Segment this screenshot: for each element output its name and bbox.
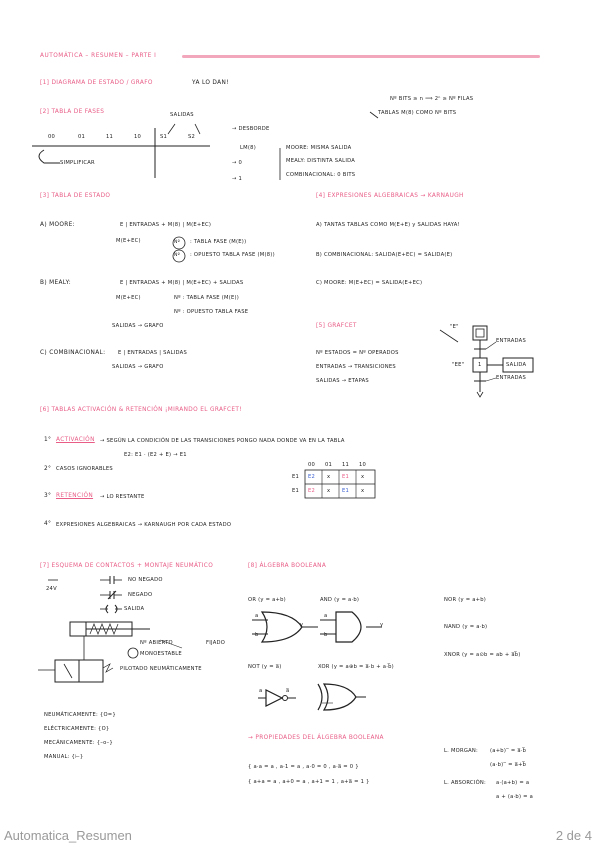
not-a-bar-letter: a̅	[286, 688, 290, 694]
salidas-tick-1	[168, 124, 175, 134]
s1-note: YA LO DAN!	[192, 80, 229, 86]
karnaugh-col-1: 01	[325, 462, 333, 468]
phase-row-1: → 0	[232, 160, 243, 166]
desborde-label: → DESBORDE	[232, 126, 270, 132]
karnaugh-cell: E2	[308, 474, 316, 480]
supply-voltage: 24V	[46, 586, 57, 592]
grafcet-initial-inner	[476, 329, 484, 337]
fixed-label: FIJADO	[206, 640, 226, 646]
karnaugh-col-2: 11	[342, 462, 350, 468]
footer-page-count: 2 de 4	[555, 828, 592, 843]
s5-title: [5] GRAFCET	[316, 323, 357, 329]
s5-line2: ENTRADAS → TRANSICIONES	[316, 364, 396, 370]
salidas-tick-2	[195, 124, 200, 134]
entradas-bottom-pointer	[486, 378, 496, 381]
type-comb: COMBINACIONAL: 0 BITS	[286, 172, 356, 178]
or-label: OR (y = a+b)	[248, 597, 286, 603]
moore-circle-label-1: Nº	[174, 240, 180, 245]
s6-item4-num: 4°	[44, 521, 52, 527]
or-b-letter: b	[255, 632, 259, 638]
not-gate-shape	[266, 690, 282, 706]
type-mealy: MEALY: DISTINTA SALIDA	[286, 158, 356, 164]
moore-line2: M(E+EC)	[116, 238, 141, 244]
mealy-line1: E | ENTRADAS + M(8) | M(E+EC) + SALIDAS	[120, 280, 244, 286]
s6-item1-num: 1°	[44, 437, 52, 443]
karnaugh-col-3: 10	[359, 462, 367, 468]
s3-title: [3] TABLA DE ESTADO	[40, 193, 111, 199]
grafcet-step-label: 1	[478, 362, 482, 368]
phase-row-2: → 1	[232, 176, 243, 182]
nand-label: NAND (y = a·b)	[444, 624, 488, 630]
bits-arrow	[370, 112, 378, 118]
mode-pneumatic: NEUMÁTICAMENTE: {O=}	[44, 712, 116, 718]
phase-col-3: 10	[134, 134, 142, 140]
comb-label: C) COMBINACIONAL:	[40, 350, 106, 356]
absorcion-2: a + (a·b) = a	[496, 794, 534, 800]
moore-line3: : TABLA FASE (M(E))	[190, 239, 247, 245]
mealy-label: B) MEALY:	[40, 280, 72, 286]
phase-col-2: 11	[106, 134, 114, 140]
grafcet-action-label: SALIDA	[506, 362, 527, 368]
type-moore: MOORE: MISMA SALIDA	[286, 145, 352, 151]
phase-col-1: 01	[78, 134, 86, 140]
s4-title: [4] EXPRESIONES ALGEBRAICAS → KARNAUGH	[316, 193, 464, 199]
karnaugh-row-0-label: E1	[292, 474, 300, 480]
simplify-arrow	[39, 150, 60, 163]
contact-no-label: NO NEGADO	[128, 577, 163, 583]
entradas-top-pointer	[486, 342, 496, 349]
grafcet-e-mid: "EE"	[452, 362, 465, 368]
s6-item2-num: 2°	[44, 466, 52, 472]
moore-line4: : OPUESTO TABLA FASE (M(8))	[190, 252, 275, 258]
s4-a: A) TANTAS TABLAS COMO M(E+E) y SALIDAS HAYA!	[316, 222, 460, 228]
s5-line1: Nº ESTADOS = Nº OPERADOS	[316, 350, 399, 356]
phase-col-4: S1	[160, 134, 168, 140]
ignorables-text: CASOS IGNORABLES	[56, 466, 113, 472]
mealy-line4: Nº : OPUESTO TABLA FASE	[174, 309, 249, 315]
phase-col-5: S2	[188, 134, 196, 140]
absorcion-label: L. ABSORCIÓN:	[444, 780, 487, 786]
and-a-letter: a	[324, 613, 328, 619]
valve-label-1: Nº ABIERTO	[140, 640, 173, 646]
simplify-label: SIMPLIFICAR	[60, 160, 95, 166]
not-label: NOT (y = a̅)	[248, 664, 282, 670]
comb-line1: E | ENTRADAS | SALIDAS	[118, 350, 187, 356]
valve-box-2	[79, 660, 103, 682]
mealy-line3: Nº : TABLA FASE (M(E))	[174, 295, 240, 301]
entradas-top-label: ENTRADAS	[496, 338, 527, 344]
morgan-label: L. MORGAN:	[444, 748, 479, 754]
activacion-sub: E2: E1 · (E2 + E) → E1	[124, 452, 187, 458]
morgan-1: (a+b)‾ = a̅·b̅	[490, 748, 527, 754]
karnaugh-cell: x	[327, 488, 331, 494]
mode-manual: MANUAL: {⊢}	[44, 754, 84, 760]
valve-arrow	[64, 664, 72, 678]
footer-filename: Automatica_Resumen	[4, 828, 132, 843]
moore-label: A) MOORE:	[40, 222, 75, 228]
coil-label: SALIDA	[124, 606, 145, 612]
grafcet-e-top: "E"	[450, 324, 459, 330]
xor-label: XOR (y = a⊕b = a̅·b + a·b̅)	[318, 664, 394, 670]
s1-title: [1] DIAGRAMA DE ESTADO / GRAFO	[40, 80, 153, 86]
s5-line3: SALIDAS → ETAPAS	[316, 378, 369, 384]
karnaugh-cell: E1	[342, 488, 350, 494]
props-line1: { a·a = a , a·1 = a , a·0 = 0 , a·a̅ = 0 }	[248, 764, 359, 770]
s6-item3-num: 3°	[44, 493, 52, 499]
props-title: → PROPIEDADES DEL ÁLGEBRA BOOLEANA	[248, 735, 384, 741]
page-title: AUTOMÁTICA – RESUMEN – PARTE I	[40, 53, 157, 59]
nor-label: NOR (y = a+b)	[444, 597, 487, 603]
grafcet-pointer	[440, 330, 458, 342]
karnaugh-cell: x	[361, 474, 365, 480]
s6-item4-text: EXPRESIONES ALGEBRAICAS → KARNAUGH POR CADA ESTADO	[56, 522, 232, 528]
mode-electric: ELÉCTRICAMENTE: {O}	[44, 726, 110, 732]
activacion-text: → SEGÚN LA CONDICIÓN DE LAS TRANSICIONES PONGO NADA DONDE VA EN LA TABLA	[100, 438, 345, 444]
valve-label-2: MONOESTABLE	[140, 651, 182, 657]
activacion-label: ACTIVACIÓN	[56, 437, 95, 443]
moore-line1: E | ENTRADAS + M(8) | M(E+EC)	[120, 222, 212, 228]
contact-nc-label: NEGADO	[128, 592, 153, 598]
valve-pilot-circle	[128, 648, 138, 658]
xor-extra-arc	[318, 684, 322, 710]
bits-note: TABLAS M(8) COMO Nº BITS	[378, 110, 457, 116]
and-b-letter: b	[324, 632, 328, 638]
entradas-bottom-label: ENTRADAS	[496, 375, 527, 381]
phase-row-0: LM(8)	[240, 145, 256, 151]
mealy-line2: M(E+EC)	[116, 295, 141, 301]
s7-title: [7] ESQUEMA DE CONTACTOS + MONTAJE NEUMÁTICO	[40, 563, 214, 569]
s2-title: [2] TABLA DE FASES	[40, 109, 105, 115]
karnaugh-cell: E1	[342, 474, 350, 480]
phase-col-0: 00	[48, 134, 56, 140]
valve-box-1	[55, 660, 79, 682]
xnor-label: XNOR (y = a⊙b = ab + a̅b̅)	[444, 652, 521, 658]
s4-c: C) MOORE: M(E+EC) = SALIDA(E+EC)	[316, 280, 423, 286]
karnaugh-col-0: 00	[308, 462, 316, 468]
morgan-2: (a·b)‾ = a̅+b̅	[490, 762, 527, 768]
s4-b: B) COMBINACIONAL: SALIDA(E+EC) = SALIDA(E)	[316, 252, 453, 258]
and-gate-shape	[336, 612, 361, 642]
karnaugh-cell: E2	[308, 488, 316, 494]
and-label: AND (y = a·b)	[320, 597, 360, 603]
not-a-letter: a	[259, 688, 263, 694]
or-a-letter: a	[255, 613, 259, 619]
grafcet-initial-step	[473, 326, 487, 340]
grafcet-end-arrow	[477, 392, 483, 397]
valve-label-3: PILOTADO NEUMÁTICAMENTE	[120, 666, 202, 672]
salidas-label: SALIDAS	[170, 112, 194, 118]
props-line2: { a+a = a , a+0 = a , a+1 = 1 , a+a̅ = 1 }	[248, 779, 370, 785]
retencion-text: → LO RESTANTE	[100, 494, 145, 500]
karnaugh-cell: x	[327, 474, 331, 480]
and-y-letter: y	[380, 622, 384, 628]
retencion-label: RETENCIÓN	[56, 493, 94, 499]
s8-title: [8] ÁLGEBRA BOOLEANA	[248, 563, 327, 569]
valve-spring	[103, 664, 113, 672]
mealy-line5: SALIDAS → GRAFO	[112, 323, 164, 329]
comb-line2: SALIDAS → GRAFO	[112, 364, 164, 370]
or-gate-shape	[262, 612, 302, 642]
karnaugh-cell: x	[361, 488, 365, 494]
xor-gate-shape	[324, 684, 356, 710]
karnaugh-row-1-label: E1	[292, 488, 300, 494]
or-y-letter: y	[300, 622, 304, 628]
mode-mechanic: MECÁNICAMENTE: {–o–}	[44, 740, 113, 746]
s6-title: [6] TABLAS ACTIVACIÓN & RETENCIÓN ¡MIRANDO EL GRAFCET!	[40, 407, 242, 413]
bits-formula: Nº BITS ≥ n ⟹ 2ⁿ ≥ Nº FILAS	[390, 96, 474, 102]
moore-circle-label-2: Nº	[174, 253, 180, 258]
absorcion-1: a·(a+b) = a	[496, 780, 530, 786]
